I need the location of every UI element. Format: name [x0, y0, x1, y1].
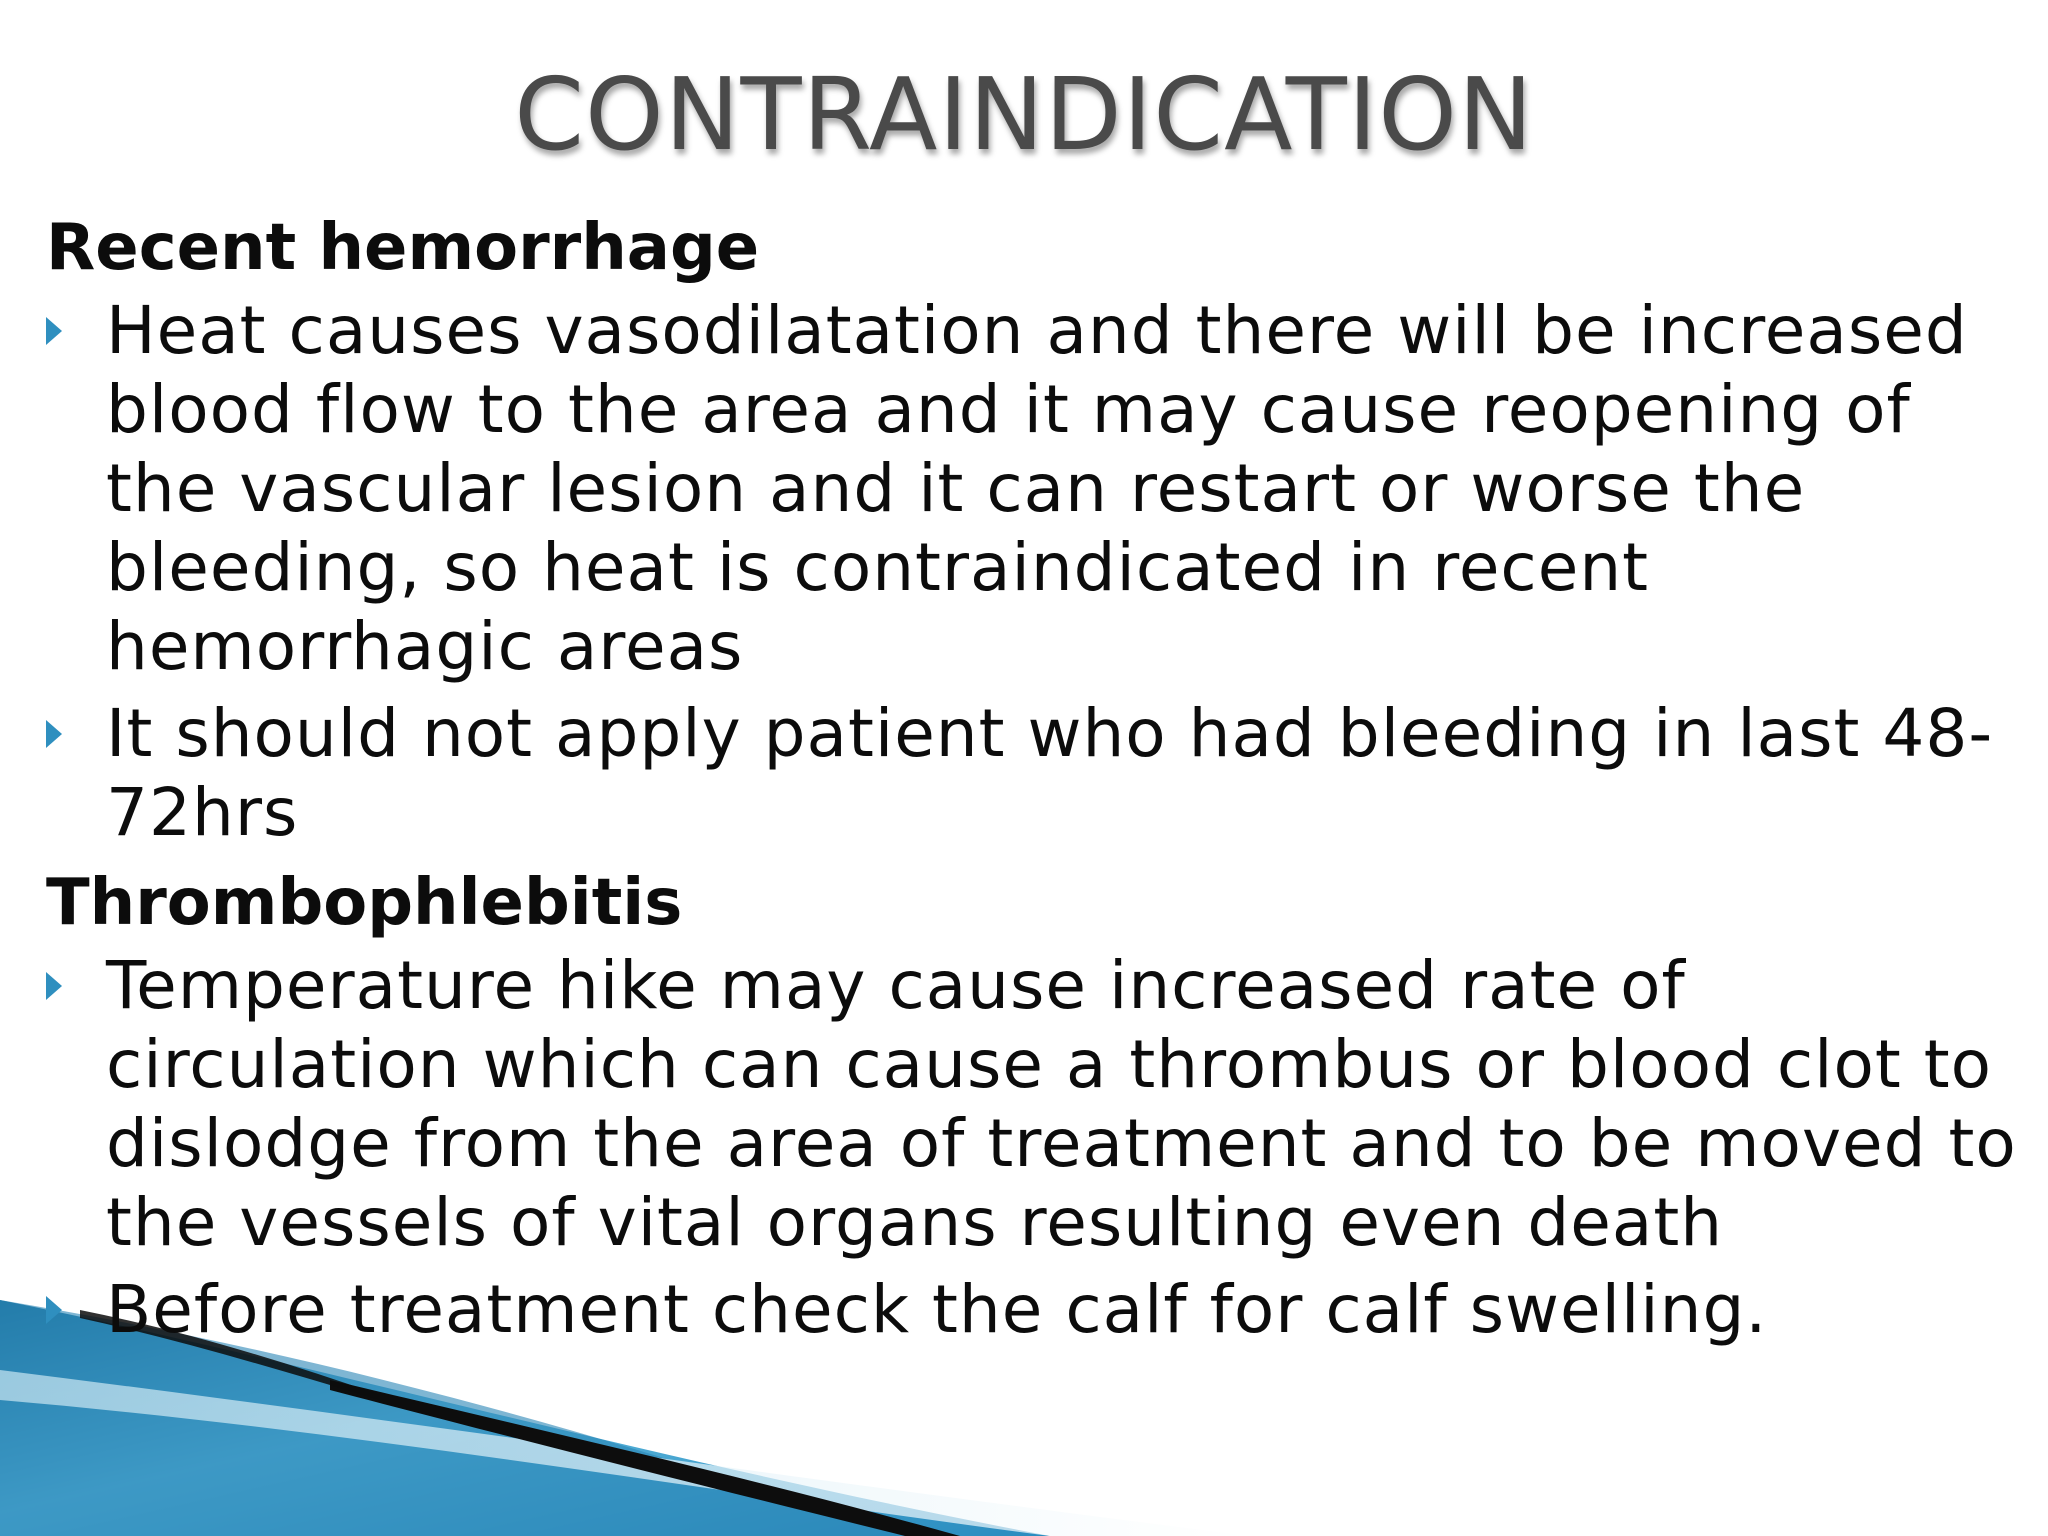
bullet-item: [46, 694, 2026, 852]
triangle-right-icon: [46, 1296, 62, 1324]
bullet-text: It should not apply patient who had bleeding in last 48-72hrs: [106, 695, 1994, 851]
bullet-item: [46, 291, 2026, 686]
section-heading-recent-hemorrhage: Recent hemorrhage: [46, 211, 760, 285]
section-heading-thrombophlebitis: Thrombophlebitis: [46, 866, 683, 940]
triangle-right-icon: [46, 720, 62, 748]
triangle-right-icon: [46, 317, 62, 345]
bullet-item: [46, 1270, 2026, 1349]
slide-body: [46, 205, 2026, 1357]
triangle-right-icon: [46, 972, 62, 1000]
bullet-text: Heat causes vasodilatation and there will be increased blood flow to the area and it may cause reopening of the vascular lesion and it can restart or worse the bleeding, so heat is contraindicated in recent hemorrhagic areas: [106, 292, 1968, 685]
slide-title: CONTRAINDICATION: [514, 56, 1534, 173]
bullet-item: [46, 946, 2026, 1262]
bullet-text: Before treatment check the calf for calf swelling.: [106, 1271, 1768, 1348]
bullet-text: Temperature hike may cause increased rate of circulation which can cause a thrombus or blood clot to dislodge from the area of treatment and to be moved to the vessels of vital organs resulting even death: [106, 947, 2017, 1261]
